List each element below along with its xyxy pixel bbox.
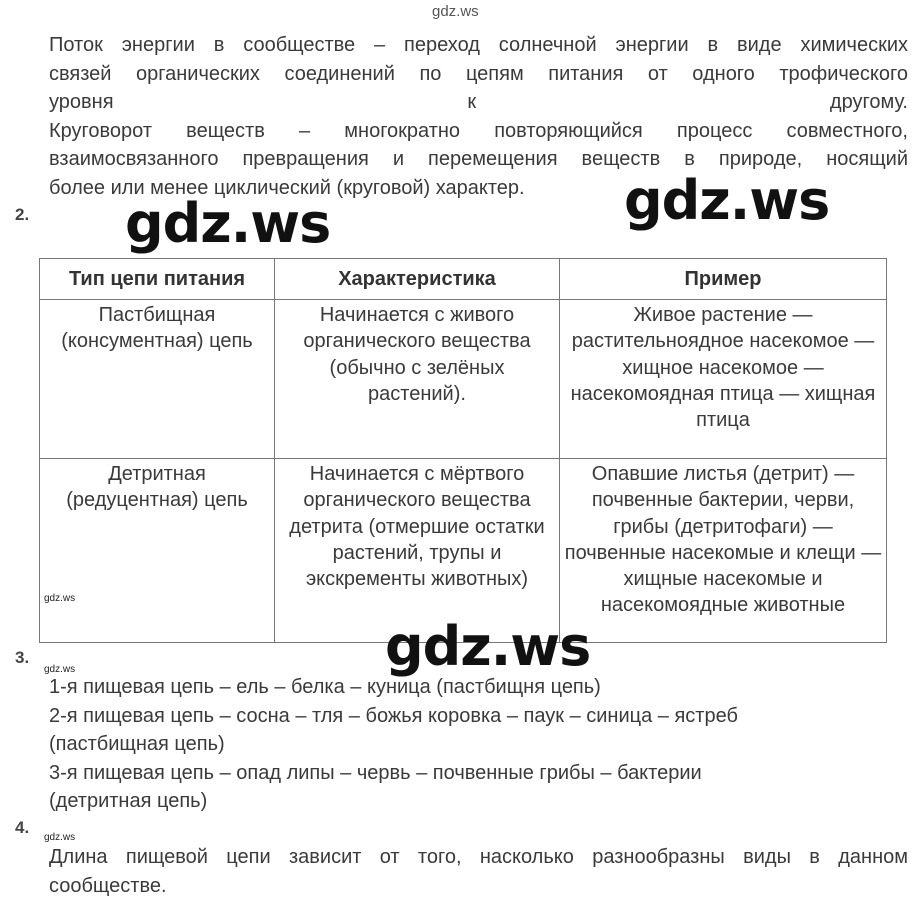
intro-line: взаимосвязанного превращения и перемещения веществ в природе, носящий [49,148,908,170]
watermark-big-center: gdz.ws [385,615,591,678]
table-header-row [40,259,887,300]
watermark-small: gdz.ws [44,832,76,843]
intro-line: уровня к другому. [49,91,908,113]
food-chain-list [49,673,909,816]
cell-characteristic: Начинается с мёртвого органического вещества детрита (отмершие остатки растений, трупы и экскременты животных) [275,459,560,643]
section-2-number: 2. [15,205,30,224]
section-4-paragraph [49,843,908,900]
table-row [40,300,887,459]
list-item: (пастбищная цепь) [49,733,225,755]
watermark-big-left: gdz.ws [125,192,331,255]
section-4-number: 4. [15,818,30,837]
watermark-small: gdz.ws [44,664,76,675]
intro-line: Поток энергии в сообществе – переход солнечной энергии в виде химических [49,34,908,56]
cell-example: Опавшие листья (детрит) — почвенные бактерии, черви, грибы (детритофаги) — почвенные насекомые и клещи — хищные насекомые и насекомоядные животные [560,459,887,643]
paragraph-line: сообществе. [49,874,167,897]
list-item: 1-я пищевая цепь – ель – белка – куница (пастбищня цепь) [49,676,601,698]
food-chain-table [39,258,887,643]
intro-line: связей органических соединений по цепям питания от одного трофического [49,62,908,85]
cell-example: Живое растение — растительноядное насекомое — хищное насекомое — насекомоядная птица — хищная птица [560,300,887,459]
section-3-number: 3. [15,648,30,667]
intro-line: более или менее циклический (круговой) характер. [49,176,525,199]
list-item: 2-я пищевая цепь – сосна – тля – божья коровка – паук – синица – ястреб [49,704,738,727]
list-item: (детритная цепь) [49,790,208,812]
header-example: Пример [560,259,887,300]
watermark-small: gdz.ws [44,593,76,604]
cell-type: Детритная (редуцентная) цепь [40,459,275,643]
intro-line: Круговорот веществ – многократно повторяющийся процесс совместного, [49,119,908,142]
header-type: Тип цепи питания [40,259,275,300]
cell-characteristic: Начинается с живого органического вещества (обычно с зелёных растений). [275,300,560,459]
cell-type: Пастбищная (консументная) цепь [40,300,275,459]
watermark-big-right: gdz.ws [624,169,830,232]
list-item: 3-я пищевая цепь – опад липы – червь – почвенные грибы – бактерии [49,761,702,784]
paragraph-line: Длина пищевой цепи зависит от того, насколько разнообразны виды в данном [49,846,908,868]
watermark-top: gdz.ws [432,3,479,20]
header-characteristic: Характеристика [275,259,560,300]
